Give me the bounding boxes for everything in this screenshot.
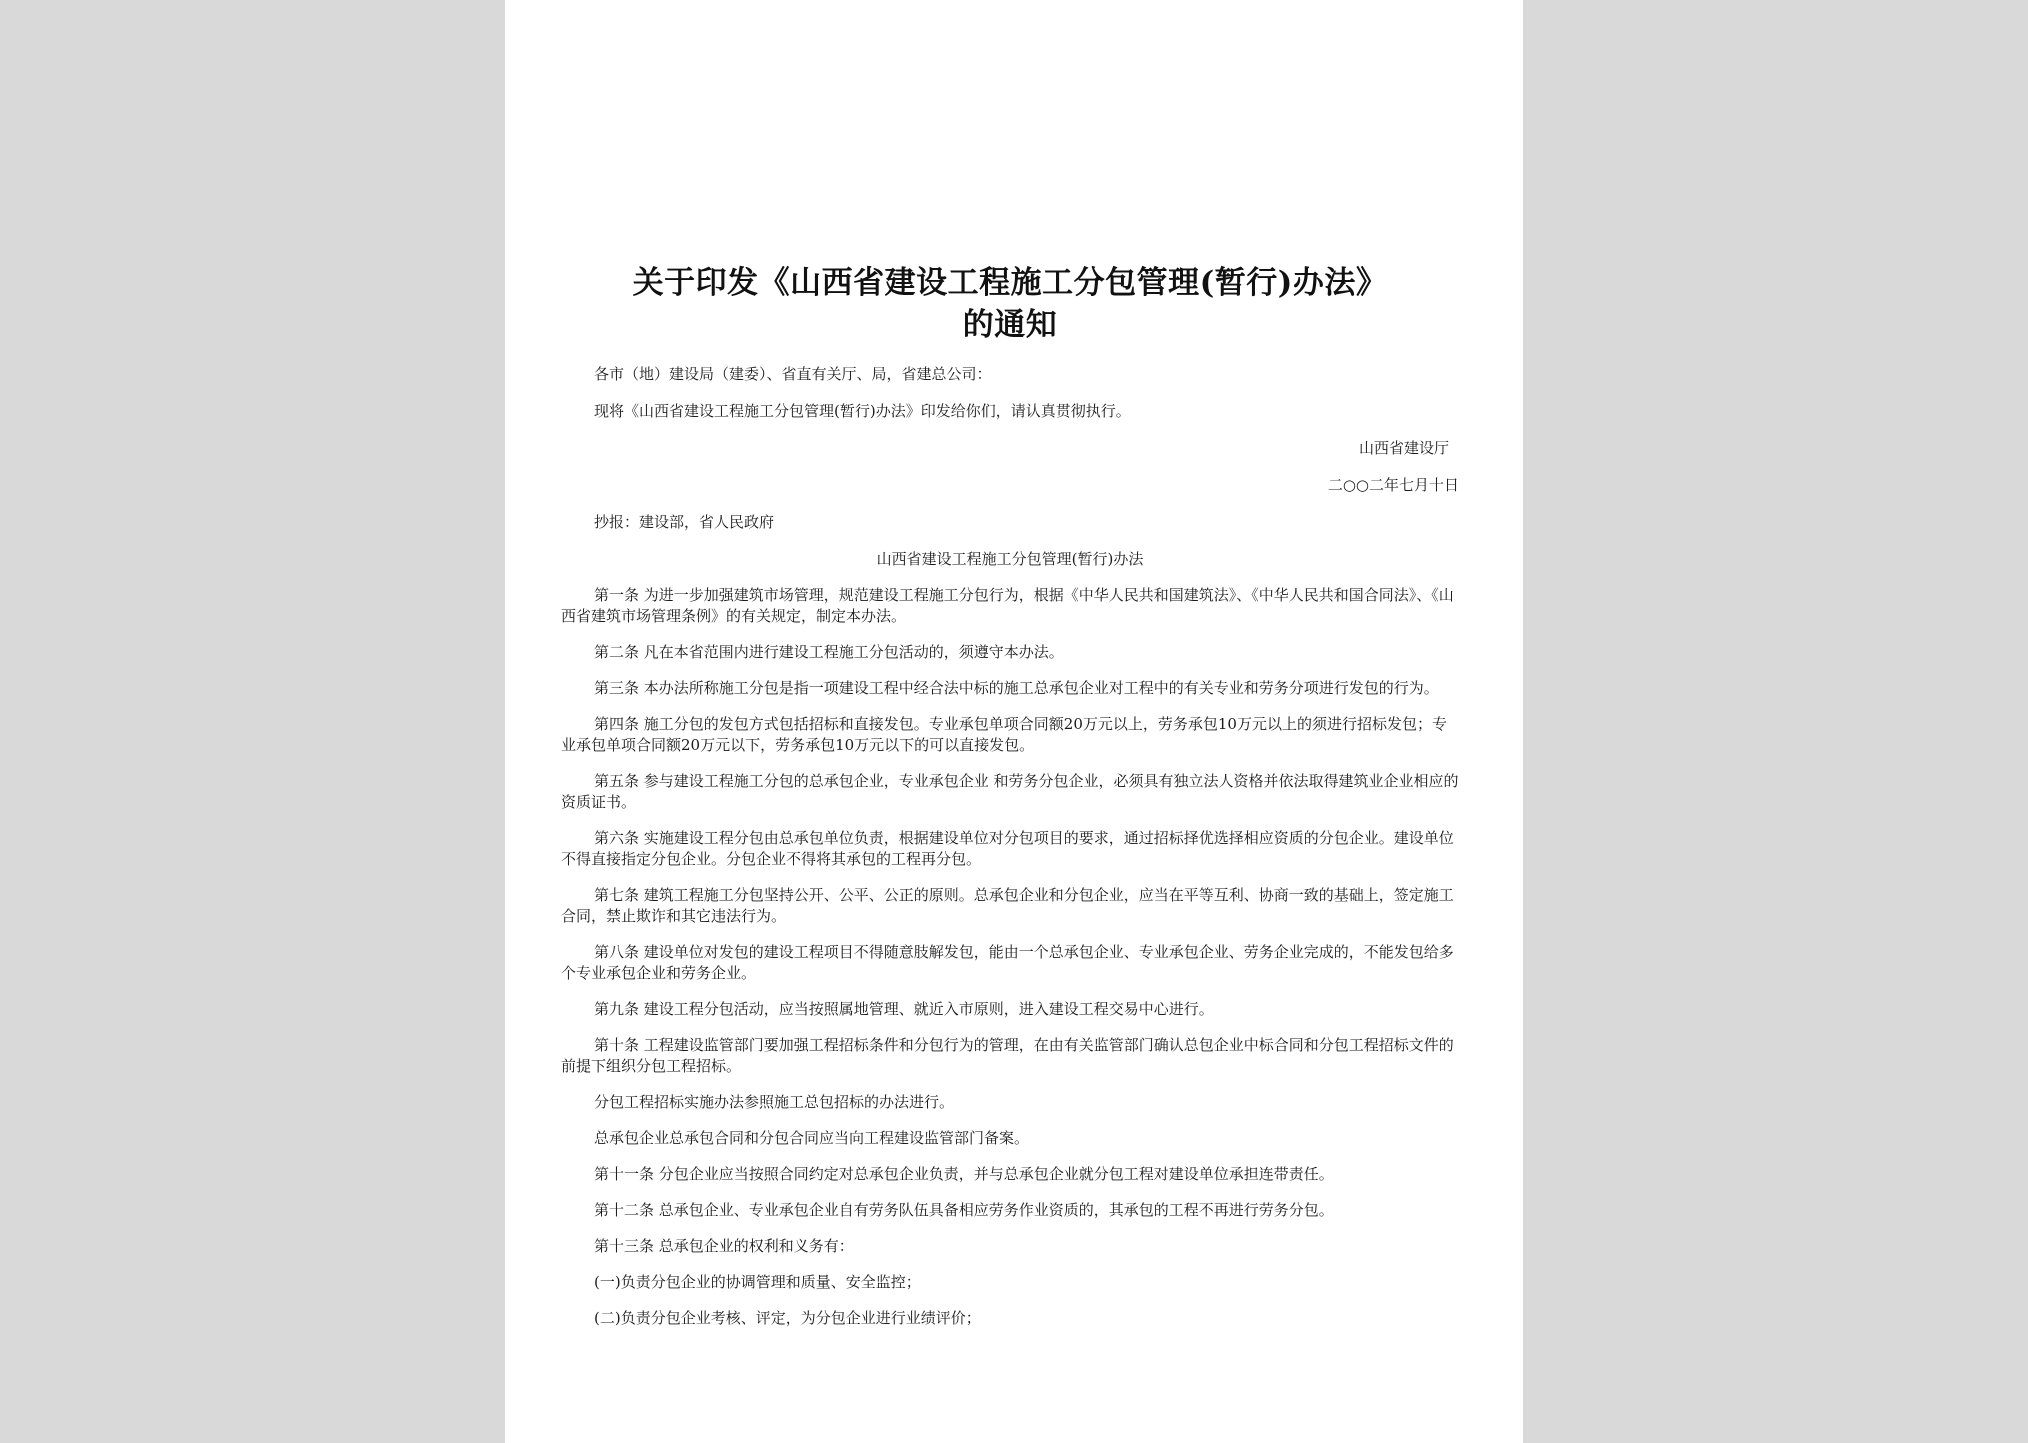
article-5: 第五条 参与建设工程施工分包的总承包企业，专业承包企业 和劳务分包企业，必须具有独立法人资格并依法取得建筑业企业相应的资质证书。	[561, 772, 1459, 811]
issuer: 山西省建设厅	[1358, 439, 1449, 457]
article-13-item-2: (二)负责分包企业考核、评定，为分包企业进行业绩评价；	[594, 1309, 981, 1327]
article-10-note-2: 总承包企业总承包合同和分包合同应当向工程建设监管部门备案。	[594, 1129, 1030, 1147]
intro-paragraph: 现将《山西省建设工程施工分包管理(暂行)办法》印发给你们，请认真贯彻执行。	[594, 402, 1131, 420]
document-title	[561, 262, 1459, 346]
cc-line: 抄报：建设部，省人民政府	[594, 513, 775, 531]
article-9: 第九条 建设工程分包活动，应当按照属地管理、就近入市原则，进入建设工程交易中心进行。	[594, 1000, 1214, 1018]
article-10-note-1: 分包工程招标实施办法参照施工总包招标的办法进行。	[594, 1093, 955, 1111]
article-4: 第四条 施工分包的发包方式包括招标和直接发包。专业承包单项合同额20万元以上，劳务承包10万元以上的须进行招标发包；专业承包单项合同额20万元以下，劳务承包10万元以下的可以直接发包。	[561, 715, 1447, 754]
document-page	[505, 0, 1523, 1443]
article-11: 第十一条 分包企业应当按照合同约定对总承包企业负责，并与总承包企业就分包工程对建设单位承担连带责任。	[594, 1165, 1334, 1183]
regulation-title: 山西省建设工程施工分包管理(暂行)办法	[876, 550, 1144, 568]
article-1: 第一条 为进一步加强建筑市场管理，规范建设工程施工分包行为，根据《中华人民共和国建筑法》、《中华人民共和国合同法》、《山西省建筑市场管理条例》的有关规定，制定本办法。	[561, 586, 1454, 625]
article-3: 第三条 本办法所称施工分包是指一项建设工程中经合法中标的施工总承包企业对工程中的有关专业和劳务分项进行发包的行为。	[594, 679, 1439, 697]
title-line-1: 关于印发《山西省建设工程施工分包管理(暂行)办法》	[632, 265, 1388, 301]
article-7: 第七条 建筑工程施工分包坚持公开、公平、公正的原则。总承包企业和分包企业，应当在平等互利、协商一致的基础上，签定施工合同，禁止欺诈和其它违法行为。	[561, 886, 1454, 925]
article-13: 第十三条 总承包企业的权利和义务有：	[594, 1237, 854, 1255]
salutation: 各市（地）建设局（建委）、省直有关厅、局，省建总公司：	[594, 365, 992, 383]
document-content	[561, 262, 1459, 1329]
article-12: 第十二条 总承包企业、专业承包企业自有劳务队伍具备相应劳务作业资质的，其承包的工程不再进行劳务分包。	[594, 1201, 1334, 1219]
title-line-2: 的通知	[962, 307, 1058, 343]
issue-date: 二○○二年七月十日	[1327, 476, 1459, 494]
article-2: 第二条 凡在本省范围内进行建设工程施工分包活动的，须遵守本办法。	[594, 643, 1064, 661]
article-6: 第六条 实施建设工程分包由总承包单位负责，根据建设单位对分包项目的要求，通过招标择优选择相应资质的分包企业。建设单位不得直接指定分包企业。分包企业不得将其承包的工程再分包。	[561, 829, 1454, 868]
article-13-item-1: (一)负责分包企业的协调管理和质量、安全监控；	[594, 1273, 921, 1291]
article-8: 第八条 建设单位对发包的建设工程项目不得随意肢解发包，能由一个总承包企业、专业承包企业、劳务企业完成的，不能发包给多个专业承包企业和劳务企业。	[561, 943, 1454, 982]
article-10: 第十条 工程建设监管部门要加强工程招标条件和分包行为的管理，在由有关监管部门确认总包企业中标合同和分包工程招标文件的前提下组织分包工程招标。	[561, 1036, 1454, 1075]
